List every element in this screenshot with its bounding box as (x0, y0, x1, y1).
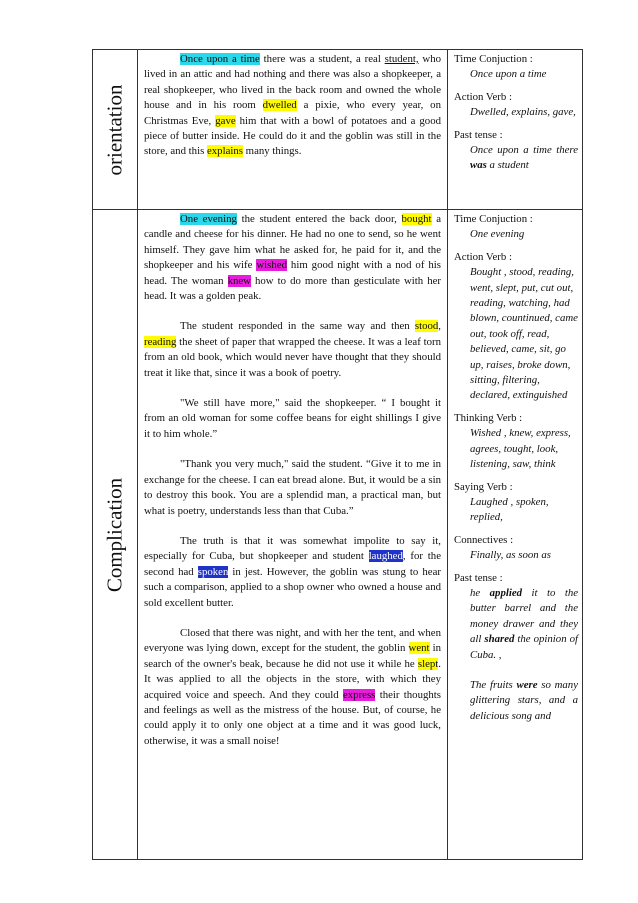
note-connectives: Connectives : Finally, as soon as (454, 533, 551, 562)
complication-paragraph-5: The truth is that it was somewhat impolite to say it, especially for Cuba, but shopkeeper and student laughed, for the second had spoken in jest. However, the goblin was stung to hear such a comparison, applied to a shop owner who owned a house and sold excellent butter. (144, 534, 441, 609)
complication-paragraph-2: The student responded in the same way and then stood, reading the sheet of paper that wrapped the cheese. It was a leaf torn from an old book, which would never have thought that they should treat it like that, since it was a book of poetry. (144, 320, 441, 379)
complication-label: Complication (102, 477, 127, 592)
complication-row (93, 210, 583, 860)
note-action-verb: Action Verb : Bought , stood, reading, went, slept, put, cut out, reading, watching, had blown, countinued, came out, took off, read, believed, came, sit, go up, raises, broke down, sitting, filtering, declared, extinguished (454, 250, 578, 402)
highlight-saying-verb: spoken (197, 565, 229, 578)
complication-paragraph-4: "Thank you very much," said the student. “Give it to me in exchange for the cheese. I can eat bread alone. But, it would be a sin to destroy this book. You are a splendid man, a practical man, but what is poetry, understands less than that Cuba.” (144, 458, 441, 517)
highlight-verb: reading (144, 335, 177, 348)
complication-paragraph-6: Closed that there was night, and with her the tent, and when everyone was lying down, except for the student, the goblin went in search of the owner's beak, because he did not use it while he slept. It was applied to all the objects in the store, with which they acquired voice and speech. And they could express their thoughts and feelings as well as the mistress of the house. But, of course, he could apply it to only one object at a time and it was good luck, otherwise, it was a small noise! (144, 626, 441, 747)
highlight-verb: went (408, 642, 430, 655)
note-time-conjunction: Time Conjuction : One evening (454, 213, 533, 241)
highlight-thinking-verb: express (342, 688, 376, 701)
highlight-verb: bought (401, 213, 432, 225)
highlight-time-conjunction: Once upon a time (180, 53, 260, 65)
highlight-time-conjunction: One evening (180, 213, 237, 225)
highlight-verb: gave (215, 114, 236, 127)
complication-paragraph-1: One evening the student entered the back door, bought a candle and cheese for his dinner. He had no one to send, so he went himself. They gave him what he asked for, he paid for it, and the shopkeeper and his wife wished him good night with a nod of his head. The woman knew how to do more than gesticulate with her head. It was a golden peak. (144, 213, 442, 303)
highlight-verb: stood (414, 320, 439, 333)
analysis-table (92, 49, 583, 860)
orientation-label: orientation (102, 84, 127, 175)
orientation-paragraph: Once upon a time there was a student, a real student, who lived in an attic and had nothing and there was also a shopkeeper, a real shopkeeper, who lived in the back room and owned the whole house and in his room dwelled a pixie, who every year, on Christmas Eve, gave him that with a bowl of potatoes and a good piece of butter inside. He could do it and the goblin was still in the store, and this explains many things. (144, 53, 441, 158)
complication-text-cell (138, 210, 448, 860)
orientation-text-cell (138, 50, 448, 210)
note-past-tense: Past tense : he applied it to the butter barrel and the money drawer and they all shared the opinion of Cuba. , The fruits were so many glittering stars, and a delicious song and (454, 571, 579, 722)
note-time-conjunction: Time Conjuction : Once upon a time (454, 53, 547, 81)
orientation-row (93, 50, 583, 210)
highlight-verb: explains (206, 145, 243, 158)
complication-paragraph-3: "We still have more," said the shopkeeper. “ I bought it from an old woman for some coffee beans for eight shillings I give it to him whole.” (144, 397, 441, 440)
highlight-thinking-verb: wished (256, 259, 287, 272)
orientation-notes-cell (448, 50, 583, 210)
highlight-thinking-verb: knew (227, 274, 251, 287)
orientation-label-cell (93, 50, 138, 210)
note-action-verb: Action Verb : Dwelled, explains, gave, (454, 90, 576, 119)
note-saying-verb: Saying Verb : Laughed , spoken, replied, (454, 480, 549, 524)
highlight-verb: slept (417, 657, 439, 670)
complication-notes-cell (448, 210, 583, 860)
document-page (92, 49, 579, 860)
note-thinking-verb: Thinking Verb : Wished , knew, express, agrees, tought, look, listening, saw, think (454, 411, 571, 471)
highlight-verb: dwelled (262, 99, 297, 112)
note-past-tense: Past tense : Once upon a time there was a student (454, 128, 578, 172)
complication-label-cell (93, 210, 138, 860)
highlight-saying-verb: laughed (368, 550, 403, 563)
